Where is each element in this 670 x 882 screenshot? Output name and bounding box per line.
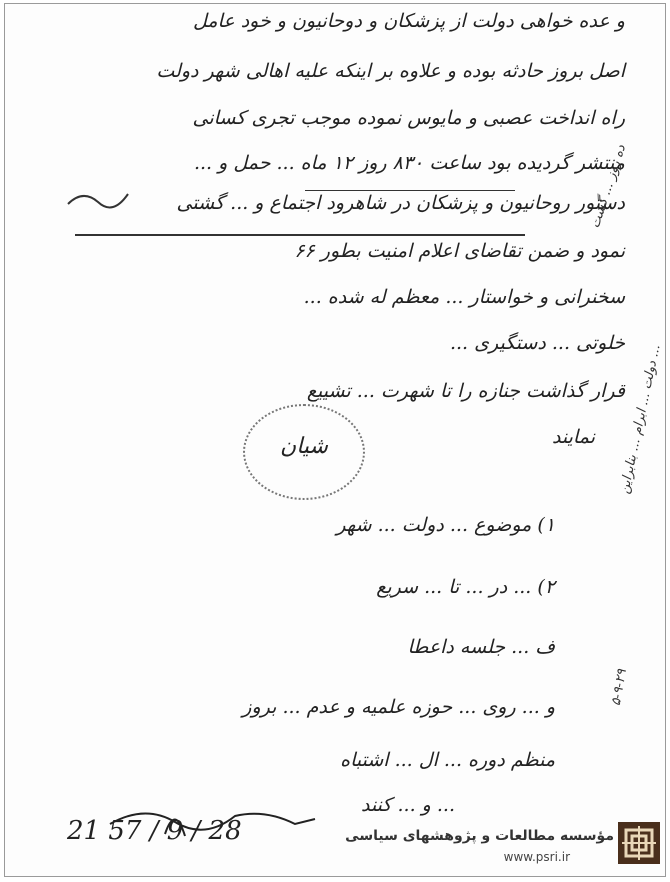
handwritten-line: سخنرانی و خواستار ... معظم له شده ... <box>303 286 625 308</box>
handwritten-line: راه انداخت عصبی و مایوس نموده موجب تجری کسانی <box>192 107 625 129</box>
underline-stroke <box>75 234 525 236</box>
handwritten-line: نمود و ضمن تقاضای اعلام امنیت بطور ۶۶ <box>294 240 625 262</box>
handwritten-line: دستور روحانیون و پزشکان در شاهرود اجتماع و ... گشتی <box>176 192 625 214</box>
margin-date: ۵-۹-۲۹ <box>608 668 630 707</box>
margin-check-mark <box>63 184 133 224</box>
handwritten-line: ۲) ... در ... تا ... سریع <box>376 576 555 598</box>
handwritten-line: و عده خواهی دولت از پزشکان و دوحانیون و خود عامل <box>192 10 625 32</box>
underline-stroke <box>305 190 515 191</box>
circled-annotation-text: شیان <box>280 434 328 459</box>
handwritten-line: خلوتی ... دستگیری ... <box>449 332 625 354</box>
handwritten-line: و ... روی ... حوزه علمیه و عدم ... بروز <box>242 696 555 718</box>
handwritten-line: قرار گذاشت جنازه را تا شهرت ... تشییع <box>306 380 625 402</box>
handwritten-line: منظم دوره ... ال ... اشتباه <box>340 749 555 771</box>
handwritten-line: منتشر گردیده بود ساعت ۸۳۰ روز ۱۲ ماه ... حمل و ... <box>193 152 625 174</box>
watermark-url: www.psri.ir <box>503 850 570 864</box>
document-scan <box>4 3 666 877</box>
circled-annotation <box>243 404 365 500</box>
handwritten-line: ف ... جلسه داعطا <box>407 636 555 658</box>
handwritten-line: ... و ... کنند <box>360 794 455 816</box>
watermark-title: مؤسسه مطالعات و پژوهشهای سیاسی <box>345 828 614 844</box>
reference-number: 21 57 / 9 / 28 <box>67 816 242 846</box>
handwritten-line: نمایند <box>551 426 595 448</box>
handwritten-line: اصل بروز حادثه بوده و علاوه بر اینکه علیه اهالی شهر دولت <box>156 60 625 82</box>
handwritten-line: ۱) موضوع ... دولت ... شهر <box>336 514 555 536</box>
margin-note: ... دولت ... ابرام ... بنابراین <box>617 343 664 496</box>
institute-logo <box>618 822 660 864</box>
margin-note: ده روز ... گشت <box>587 142 629 231</box>
